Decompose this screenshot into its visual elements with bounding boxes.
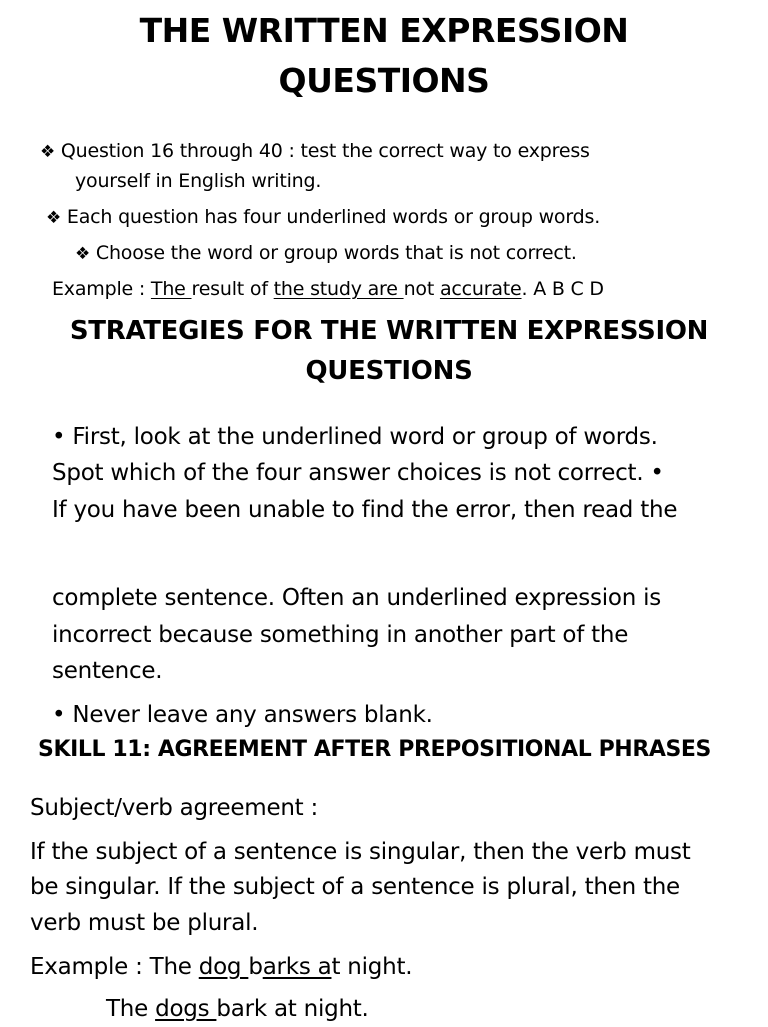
example-underlined-a: The — [150, 278, 192, 300]
intro-item-1 — [40, 138, 590, 165]
intro-example — [52, 276, 604, 302]
intro-item-3-text: Choose the word or group words that is not correct. — [95, 242, 577, 264]
skill-example-1 — [30, 949, 412, 985]
diamond-bullet-icon: ❖ — [46, 208, 62, 228]
page-title-line1: THE WRITTEN EXPRESSION — [139, 11, 629, 50]
strategy-line-3: If you have been unable to find the error, then read the — [52, 497, 678, 523]
skill-example-2-text-b: bark at night. — [216, 996, 369, 1022]
skill-example-text-b: t night. — [331, 954, 413, 980]
skill-line-4: verb must be plural. — [30, 910, 259, 936]
example-choices: . A B C D — [521, 278, 604, 300]
strategies-heading-line1: STRATEGIES FOR THE WRITTEN EXPRESSION — [69, 316, 709, 346]
intro-item-2 — [46, 204, 600, 231]
skill-example-2-text-a: The — [106, 996, 156, 1022]
page-title-line2: QUESTIONS — [278, 61, 490, 100]
intro-item-1-continued: yourself in English writing. — [75, 170, 322, 192]
skill-line-2: If the subject of a sentence is singular, then the verb must — [30, 839, 691, 865]
skill-heading: SKILL 11: AGREEMENT AFTER PREPOSITIONAL PHRASES — [38, 737, 711, 762]
strategy-line-2: Spot which of the four answer choices is not correct. • — [52, 460, 664, 486]
strategy-line-6: sentence. — [52, 658, 163, 684]
strategy-line-4: complete sentence. Often an underlined expression is — [52, 585, 661, 611]
skill-example-label: Example : The — [30, 954, 199, 980]
strategies-heading-line2: QUESTIONS — [305, 356, 473, 386]
example-text: result of — [191, 278, 274, 300]
intro-item-3 — [75, 240, 577, 267]
diamond-bullet-icon: ❖ — [75, 244, 91, 264]
example-underlined-c: not — [403, 278, 440, 300]
skill-line-1: Subject/verb agreement : — [30, 795, 319, 821]
strategy-line-5: incorrect because something in another part of the — [52, 622, 629, 648]
strategy-line-7: • Never leave any answers blank. — [52, 702, 433, 728]
example-underlined-d: accurate — [439, 278, 522, 300]
diamond-bullet-icon: ❖ — [40, 142, 56, 162]
skill-example-underlined-a: dog — [198, 954, 249, 980]
skill-example-text-a: b — [248, 954, 263, 980]
example-label: Example : — [52, 278, 151, 300]
strategy-line-1: • First, look at the underlined word or group of words. — [52, 424, 658, 450]
skill-example-2 — [106, 991, 369, 1027]
example-underlined-b: the study are — [273, 278, 404, 300]
intro-item-2-text: Each question has four underlined words or group words. — [66, 206, 601, 228]
skill-example-2-underlined: dogs — [155, 996, 217, 1022]
skill-example-underlined-b: arks a — [262, 954, 332, 980]
intro-item-1-text: Question 16 through 40 : test the correct way to express — [60, 140, 590, 162]
skill-line-3: be singular. If the subject of a sentence is plural, then the — [30, 874, 680, 900]
